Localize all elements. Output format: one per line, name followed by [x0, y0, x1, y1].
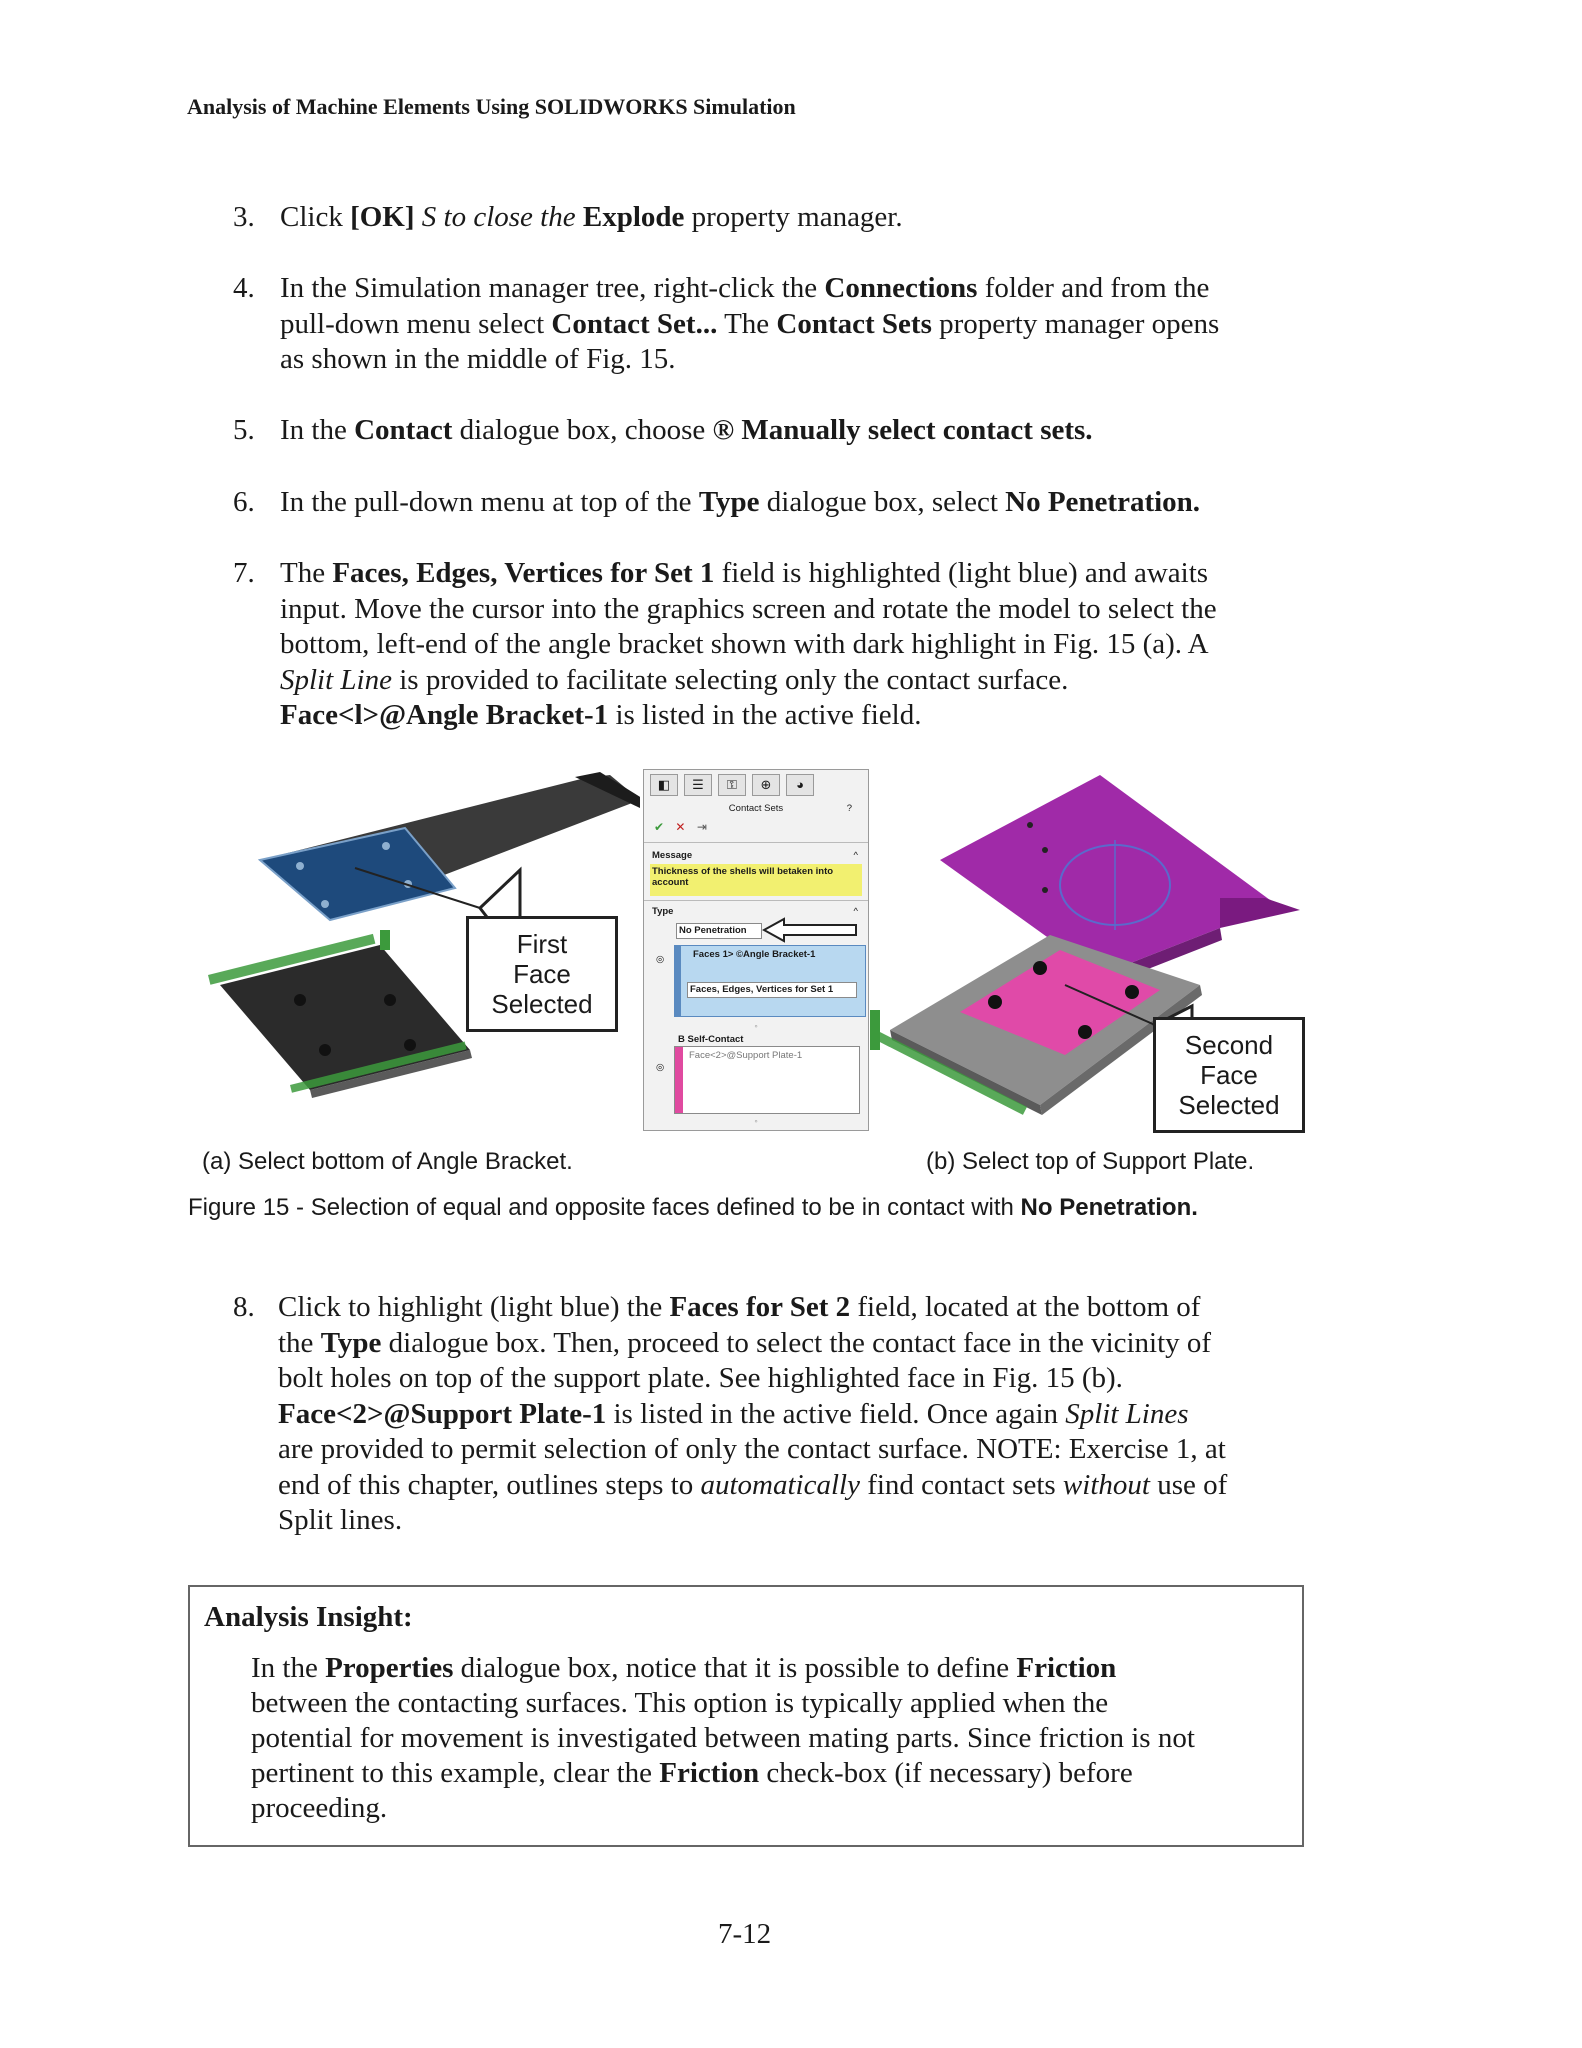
callout-first-face: First Face Selected — [466, 916, 618, 1032]
self-contact-option[interactable]: B Self-Contact — [678, 1034, 744, 1045]
analysis-insight-box — [188, 1585, 1304, 1847]
step-8: 8. Click to highlight (light blue) the Faces for Set 2 field, located at the bottom of the Type dialogue box. Then, proceed to select the contact face in the vicinity of bolt holes on top of the support plate. See highlighted face in Fig. 15 (b). Face<2>@Support Plate-1 is listed in the active field. Once again Split Lines are provided to permit selection of only the contact surface. NOTE: Exercise 1, at end of this chapter, outlines steps to automatically find contact sets without use of Split lines. — [233, 1291, 1228, 1536]
tab-dim-xpert[interactable]: ⊕ — [752, 774, 780, 796]
message-text: Thickness of the shells will betaken into account — [650, 864, 862, 896]
set2-value: Face<2>@Support Plate-1 — [689, 1050, 803, 1061]
step-4: 4. In the Simulation manager tree, right-click the Connections folder and from the pull-down menu select Contact Set... The Contact Sets property manager opens as shown in the middle of Fig. 15. — [233, 272, 1220, 375]
page-number: 7-12 — [718, 1918, 772, 1950]
caption-b: (b) Select top of Support Plate. — [926, 1148, 1255, 1175]
cancel-button[interactable]: ✕ — [675, 820, 686, 834]
caption-a: (a) Select bottom of Angle Bracket. — [202, 1148, 573, 1175]
step-3: 3. Click [OK] S to close the Explode property manager. — [233, 201, 903, 233]
panel-tabs — [644, 774, 868, 796]
set2-selector-icon: ◎ — [656, 1062, 665, 1073]
set1-field[interactable]: Faces, Edges, Vertices for Set 1 — [687, 982, 857, 998]
set1-value: Faces 1> ©Angle Bracket-1 — [693, 949, 816, 960]
set1-selection-box[interactable] — [674, 945, 866, 1017]
callout-second-face: Second Face Selected — [1153, 1017, 1305, 1133]
contact-sets-panel — [643, 769, 869, 1131]
resize-handle[interactable]: ◦ — [754, 1021, 758, 1032]
figure-caption: Figure 15 - Selection of equal and opposite faces defined to be in contact with No Penetration. — [188, 1194, 1198, 1221]
step-6: 6. In the pull-down menu at top of the Type dialogue box, select No Penetration. — [233, 486, 1201, 518]
tab-configuration[interactable]: ⚿ — [718, 774, 746, 796]
pushpin-button[interactable]: ⇥ — [696, 820, 707, 834]
resize-handle-2[interactable]: ◦ — [754, 1116, 758, 1127]
set2-selection-box[interactable] — [674, 1046, 860, 1114]
insight-title: Analysis Insight: — [204, 1601, 413, 1633]
step-5: 5. In the Contact dialogue box, choose ® Manually select contact sets. — [233, 414, 1093, 446]
message-label: Message — [652, 850, 693, 861]
tab-feature-manager[interactable]: ◧ — [650, 774, 678, 796]
set1-selector-icon: ◎ — [656, 954, 665, 965]
bracket-magenta — [940, 775, 1270, 975]
type-dropdown[interactable]: No Penetration — [676, 923, 762, 939]
tab-property-manager[interactable]: ☰ — [684, 774, 712, 796]
tab-display[interactable]: ◕ — [786, 774, 814, 796]
type-collapse-icon[interactable]: ^ — [853, 906, 858, 917]
message-collapse-icon[interactable]: ^ — [853, 850, 858, 861]
panel-title: Contact Sets — [728, 803, 784, 814]
insight-text: In the Properties dialogue box, notice that it is possible to define Friction between the contacting surfaces. This option is typically applied when the potential for movement is investigated between mating parts. Since friction is not pertinent to this example, clear the Friction check-box (if necessary) before proceeding. — [251, 1652, 1195, 1824]
help-icon[interactable]: ? — [846, 803, 852, 814]
step-7: 7. The Faces, Edges, Vertices for Set 1 field is highlighted (light blue) and awaits input. Move the cursor into the graphics screen and rotate the model to select the bottom, left-end of the angle bracket shown with dark highlight in Fig. 15 (a). A Split Line is provided to facilitate selecting only the contact surface. Face<l>@Angle Bracket-1 is listed in the active field. — [233, 557, 1217, 731]
type-label: Type — [652, 906, 674, 917]
arrow-pointer — [762, 917, 862, 943]
running-header: Analysis of Machine Elements Using SOLIDWORKS Simulation — [187, 94, 796, 119]
ok-button[interactable]: ✔ — [654, 820, 665, 834]
